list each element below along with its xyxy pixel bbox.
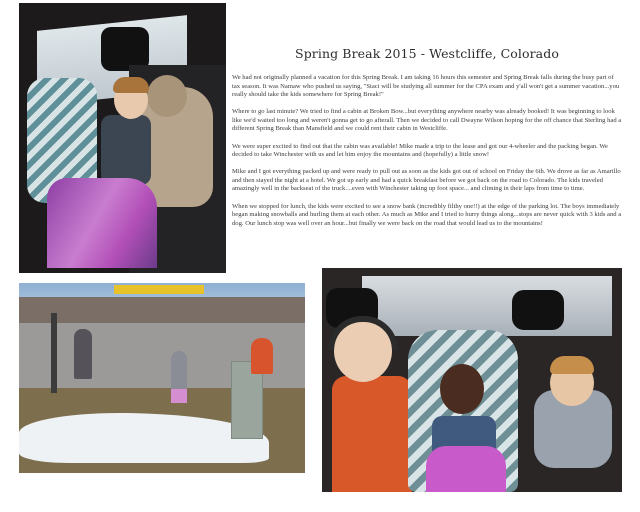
- headrest-right: [512, 290, 564, 330]
- paragraph-3: We were super excited to find out that the cabin was available! Mike made a trip to the lease and got our 4-wheeler and the packing began. We decided to take Winchester with us and let him enjoy the mountains and (hopefully) a little snow!: [232, 142, 608, 159]
- small-child-pants: [171, 389, 187, 403]
- kid-red-jacket: [251, 338, 273, 374]
- girl-head: [440, 364, 484, 414]
- gas-station-canopy: [114, 285, 204, 294]
- paragraph-1: We had not originally planned a vacation for this Spring Break. I am taking 16 hours this semester and Spring Break falls during the busy part of tax season. It was Namaw who pushed us saying, "Staci will be studying all summer for the CPA exam and y'all won't get a summer vacation...you really should take the kids somewhere for Spring Break!": [232, 74, 620, 99]
- kid-throwing: [74, 329, 92, 379]
- rear-window: [362, 276, 612, 336]
- pink-blanket: [426, 446, 506, 492]
- boy-body: [101, 115, 151, 185]
- sleeping-boy-hair: [550, 356, 594, 374]
- photo-kids-in-snow: [19, 283, 305, 473]
- dog-head: [147, 75, 187, 117]
- small-child: [171, 351, 187, 391]
- paragraph-4: Mike and I got everything packed up and were ready to pull out as soon as the kids got out of school on Friday the 6th. We drove as far as Amarillo and then stayed the night at a hotel. We got up early and had a quick breakfast before we got back on the road to Colorado. The kids traveled amazingly well in the backseat of the truck....even with Winchester taking up foot space... and climing in their laps from time to time.: [232, 168, 621, 193]
- boy-hair: [113, 77, 149, 93]
- photo-boy-with-dog: [19, 3, 226, 273]
- paragraph-5: When we stopped for lunch, the kids were excited to see a snow bank (incredibly filthy one!!) at the edge of the parking lot. The boys immediately began making snowballs and hurling them at each other. As much as Mike and I tried to hurry things along...stops are never quick with 3 kids and a dog. Our lunch stop was well over an hour...but finally we were back on the road that would lead us to the mountains!: [232, 202, 622, 227]
- page-title: Spring Break 2015 - Westcliffe, Colorado: [295, 46, 559, 61]
- photo-kids-asleep: [322, 268, 622, 492]
- journal-text: [232, 74, 622, 237]
- purple-blanket: [47, 178, 157, 268]
- paragraph-2: Where to go last minute? We tried to find a cabin at Broken Bow...but everything anywhere nearby was already booked! It was beginning to look like we'd waited too long and weren't gonna get to go afterall. Then we decided to call Dwayne Wilson hoping for the off chance that Sterling had a different Spring Break than Mansfield and we could rent their cabin in Westcliffe.: [232, 108, 622, 133]
- boy-orange-shirt: [332, 376, 412, 492]
- light-pole: [51, 313, 57, 393]
